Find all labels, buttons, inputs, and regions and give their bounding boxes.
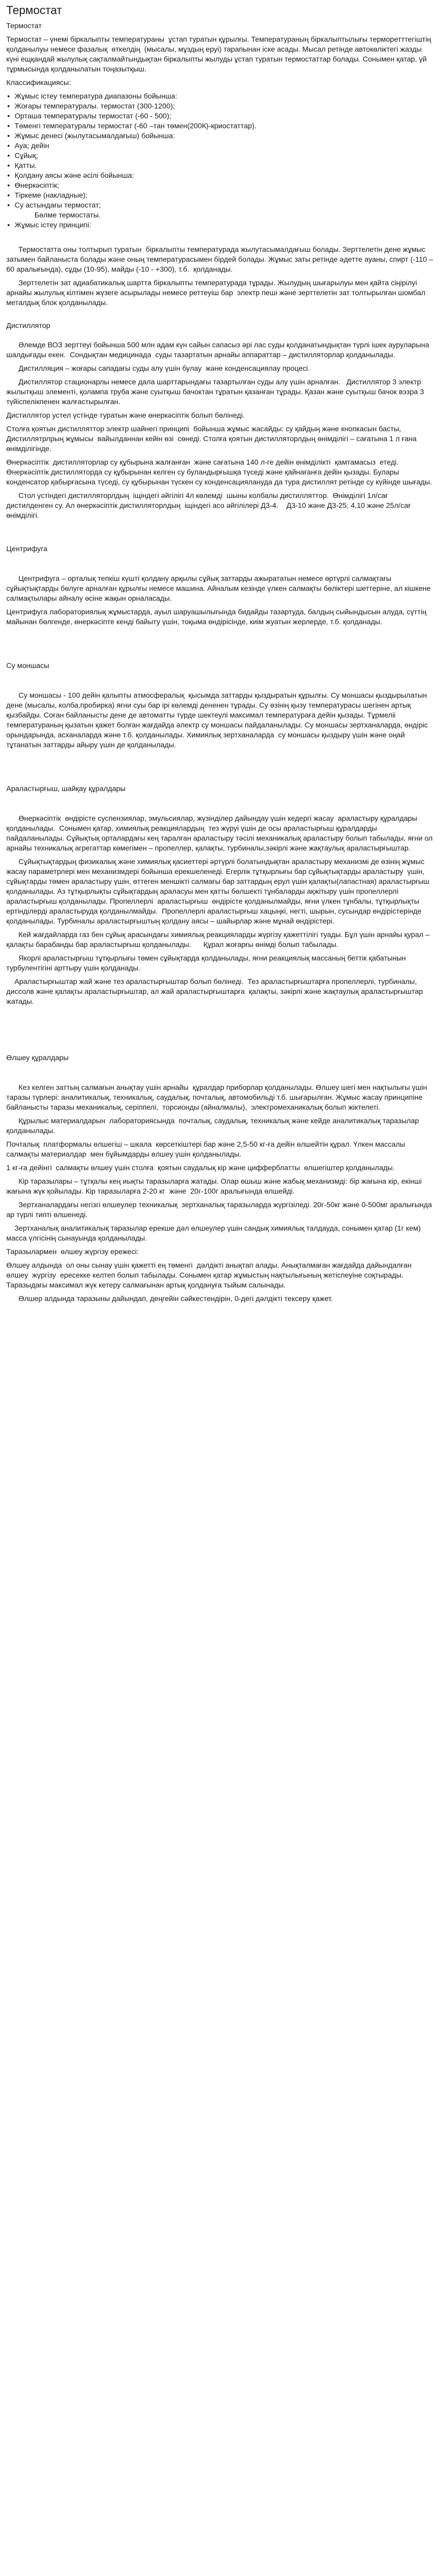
measuring-paragraph-7: Зертханалық аналитикалық таразылар ерекше дәл өлшеулер үшін сандық химиялық талдауда, сонымен қатар (1г кем) масса үлгісінің сынауында қолданылады. (6, 1224, 423, 1242)
mixer-heading: Араластырғыш, шайқау құралдары (6, 784, 126, 793)
mixer-paragraph-5: Араластырғыштар жай және тез араластырғыштар болып бөлінеді. Тез араластырғыштарға пропеллерлі, турбиналы, диссолв және қалақты араластырғыштар, ал жай араластырғыштарға қалақты, зәкірлі және жақтаулық араластырғыштар жатады. (6, 977, 425, 1005)
distillator-paragraph-7: Стол үстіндегі дистилляторлдың іщіндегі әйгілігі 4л көлемді шыны колбалы дистилляттор. Өнімділігі 1л/сағ дистилденген су. Ал өнеркәсіптік дистилляторлдың іщіндегі асо әйгілілері Д3-4. Д3-10 және Д3-25; 4,10 және 25л/сағ өнімділігі. (6, 491, 413, 519)
list-item: • Қатты. (6, 161, 435, 171)
centrifuge-paragraph-2: Центрифуга лабораториялық жұмыстарда, ауыл шаруашылығында бидайды тазартуда, балдың сыйындысын алуда, сүттің майынан бөлгенде, өнеркәсіпте кенді байыту үшін, тоқыма өндірісінде, киім жуатын жерлерде, т.б. қолданады. (6, 607, 428, 626)
mixer-paragraph-4: Якорлі араластырғыш тұтқырлығы төмен сұйықтарда қолданылады, яғни реакциялық массаның беттік қабатынын турбулентігіні арттыру үшін қолданады. (6, 954, 408, 972)
list-item: • Тіркеме (накладные); (6, 190, 435, 200)
list-item: Бөлме термостаты. (34, 211, 101, 219)
list-item: • Сұйық; (6, 151, 435, 161)
measuring-paragraph-10: Өлшер алдында таразыны дайындап, деңгейін сәйкестендірін, 0-дегі дәлдікті тексеру қажет. (6, 1294, 333, 1303)
intro-paragraph: Термостат – үнемі біркалыпты температураны ұстап туратын құрылғы. Температураның біркалыптылығы терморетттегіштің қолданылуы немесе фазалық өткелдің (мысалы, мұздың еруі) тарапынан іске асады. Мысал ретінде автокөліктегі жазды күні ещқандай жылулық сақталмайтындықтан біркалыпты жылуды ұстап туратын термостаттар болады. Сонымен қатар, үй тұрмысында қолданылатын тоңазытқыш. (6, 35, 433, 73)
list-item: • Төменгі температуралы термостат (-60 –тан төмен(200К)-криостаттар). (6, 121, 435, 131)
distillator-paragraph-4: Дистиллятор устел үстінде туратын және өнеркәсіптік болып бөлінеді. (6, 411, 245, 419)
list-item: • Ауа; дейін (6, 141, 435, 151)
classification-heading: Классификациясы: (6, 78, 71, 87)
measuring-paragraph-1: Кез келген заттың салмағын анықтау үшін арнайы құралдар приборлар қолданылады. Өлшеу шегі мен нақтылығы үшін таразы түрлері: аналитикалық, техникалық, саудалық, почталық, автомобильді т.б. шығарылған. Жұмыс жасау принципіне байланысты таразы механикалық, серіппелі, торсионды (айналмалы), электромеханикалық болып жіктелеті. (6, 1083, 429, 1111)
mixer-paragraph-3: Кей жағдайларда газ бен сұйық арасындағы химиялық реакцияларды жүргізу қажеттілігі туады. Бұл үшін арнайы қурал – қалақты барабанды бар араластырғыш қолданылады. Құрал жоғарғы өнімді болып табылады. (6, 930, 432, 949)
water-bath-heading: Су моншасы (6, 661, 50, 670)
list-item: • Қолдану аясы және әсілі бойынша: (6, 171, 435, 180)
page-subtitle: Термостат (6, 21, 42, 30)
distillator-paragraph-5: Столға қоятын дистилляттор электр шайнегі принципі бойынша жұмыс жасайды: су қайдың және кнопкасын басты, Дистиллятрлрың жұмысы вайылданнан кейін өзі сөнеді. Столға қоятын дистилляторлдың өнімділігі – сағатына 1 л ғана өнімділігінде. (6, 424, 419, 453)
distillator-paragraph-3: Дистиллятор стационарлы немесе дала шарттарындағы тазартылған суды алу үшін арналған. Дистиллятор 3 электр жылытқыш элементі, қолампа труба және суытқыш бачоктан тұратын қазанған тұрады. Қазан және суытқыш бачок вэзра 3 түйіспелікпенен жалғастырылған. (6, 378, 426, 406)
thermostat-paragraph-2: Зерттелетін зат адиабатикалық шартта біркалыпты температурада тұрады. Жылудың шығарылуы мен қайта сіңірілуі арнайы жылулық кілтімен жүзеге асырылады немесе реттеуіш бар электр пеші және зерттелетін зат толтырылған шомбал металдық блок қолданылады. (6, 278, 427, 307)
distillator-paragraph-2: Дистилляция – жоғары сападағы суды алу үшін булау және конденсациялау процесі. (6, 364, 310, 372)
mixer-paragraph-2: Сұйықтықтардың физикалық және химиялық қасиеттері әртүрлі болатындықтан араластыру механизмі де өзінің жұмыс жасау параметрлері мен механизмдері бойынша ерекшеленеді. Егерлік тұтқырлығы бар сұйықтықтарды араластыру үшін, сұйықтарды төмен араластыру үшін, өттеген меншікті салмағы бар заттардың ерул үшін қалақты(лапастная) араластырғыш қолданылады. Аз тұтқырлықты сұйықтардың араласуы мен қатты бөлшекті тұнбаларды ақжітыру үшін пропеллерлі араластырғыш қолданылады. Пропеллерлі араластырғыш өндірісте қолданылмайды, яғни үлкен тұнбалы, тұтқырлықты ертінділерді араластыруда қолданылмайды. Пропеллерлі араластырғыш хацыңкі, негті, шырын, сусындар өндірістерінде қолданылады. Турбиналы араластырғыштың қолдану аясы – шайырлар және мұнай өндірістері. (6, 857, 432, 925)
list-item: • Өнеркәсіптік; (6, 180, 435, 190)
mixer-paragraph-1: Өнеркәсіптік өндірісте суспензиялар, эмульсиялар, жүзінділер дайындау үшін кедергі жасау араластыру құралдары қолданылады. Сонымен қатар, химиялық реакциялардың тез жүруі үшін де осы араластырғыш құралдарды пайдаланылады. Сұйықтық орталардағы кең таралған араластыру тәсілі механикалық араластыру болып табылады, яғни ол арнайы техникалық агрегаттар көмегімен – пропеллер, қалақты, турбиналы,зәкірлі және жақтаулық араластырғыштар. (6, 814, 435, 852)
measuring-paragraph-6: Зертханалардағы негізгі өлшеулер техникалық зертханалық таразыларда жүргізіледі. 20г-50кг және 0-500мг аралығында ар түрлі типті өлшенеді. (6, 1200, 434, 1219)
water-bath-paragraph-1: Су моншасы - 100 дейін қалыпты атмосфералық қысымда заттарды қыздыратын құрылғы. Су моншасы қыздырылатын дене (мысалы, колба,пробирка) яғни суы бар ірі көлемді дененен тұрады. Су өзінің қызу температурасы шегінен артық қызбайды. Соған байланысты дене де автоматты түрде шектеулі максимал температураға дейін қызады. Тұрмеліі температураның қызатын қажет болған жағдайда әлектр су моншасы пайдаланылады. Су моншасы зертханаларда, өндіріс орындарында, асханаларда және т.б. қолданылады. Химиялық зертханаларда су моншасы қыздыру үшін және оңай тұтанатын заттарды айыру үшін де қолданылады. (6, 691, 430, 749)
list-item: • Жұмыс істеу принципі: (6, 220, 435, 230)
list-item: • Жоғары температуралы. термостат (300-1200); (6, 101, 435, 111)
distillator-paragraph-1: Әлемде ВОЗ зерттеуі бойынша 500 млн адам күн сайын сапасыз әрі лас суды қолданатындықтан түрлі ішек ауруларына шалдығады екен. Сондықтан медицинада суды тазартатын арнайы аппараттар – дистилляторлар қолданылады. (6, 341, 432, 359)
centrifuge-heading: Центрифуга (6, 544, 47, 553)
centrifuge-paragraph-1: Центрифуга – орталық тепкіш күшті қолдану арқылы сұйық заттарды ажырататын немесе өртүрлі салмақтағы сұйықтықтарды бөлуге арналған құрылғы немесе машина. Айналым кезінде үлкен салмақты бөліктері шеттеріне, ал кішкене салмақтылары айналу өсіне жақын орналасады. (6, 574, 433, 602)
list-item: • Орташа температуралы термостат (-60 - 500); (6, 111, 435, 121)
measuring-paragraph-3: Почталық платформалы өлшегіш – шкала көрсеткіштері бар және 2,5-50 кг-ға дейін өлшейтін құрал. Үлкен массалы салмақты материалдар мен бұйымдарды өлшеу үшін қолданылады. (6, 1140, 410, 1158)
distillator-heading: Дистиллятор (6, 321, 51, 330)
thermostat-paragraph-1: Термостатта оны толтырып туратын біркалыпты температурада жылутасымалдағыш болады. Зерттелетін дене жұмыс затымен байланыста болады және оның температурасымен бірдей болады. Жұмыс заты ретінде әдетте ауаны, спирт (-110 – 60 аралығында), сұды (10-95), майды (-10 - +300), т.б. қолданады. (6, 245, 435, 273)
measuring-paragraph-2: Құрылыс материалдарын лабораториясында почталық, саудалық, техникалық және кейде аналитикалық таразылар қолданылады. (6, 1116, 423, 1135)
measuring-paragraph-5: Кір таразылары – тұтқалы кең иықты таразыларға жатады. Олар өшыш және жабық механизмді: бір жағына кір, екінші жағына жүк қойылады. Кір таразыларға 2-20 кг және 20г-100г аралығында өлшейді. (6, 1177, 424, 1195)
list-item: • Су астындағы термостат; (6, 200, 435, 210)
measuring-paragraph-8: Таразылармен өлшеу жүргізу ережесі: (6, 1247, 139, 1256)
measuring-heading: Өлшеу құралдары (6, 1053, 69, 1062)
measuring-paragraph-4: 1 кг-ға дейінгі салмақты өлшеу үшін столға қоятын саудалық кір және цифферблатты өлшегіштер қолданылады. (6, 1163, 395, 1172)
classification-list (6, 91, 435, 230)
measuring-paragraph-9: Өлшеу алдында ол оны сынау үшін қажетті ең төменгі дәлдікті анықтап алады. Анықталмаған жағдайда дайындалған өлшеу жүргізу ересекке келтеп болып табылады. Сонымен қатар жұмыстың нақтылығының жетіспеуіне соқтырады. Таразыдағы максимал жүк кетеру салмағынан артық қолдануға тыйым салынады. (6, 1261, 414, 1289)
list-item: • Жұмыс істеу температура диапазоны бойынша: (6, 91, 435, 101)
page-title: Термостат (6, 4, 62, 17)
list-item: • Жұмыс денесі (жылутасымалдағыш) бойынша: (6, 131, 435, 141)
distillator-paragraph-6: Өнеркәсіптік дистилляторлар су құбырына жалғанған және сағатына 140 л-ге дейін өнімділікті қамтамасыз етеді. Өнеркәсіптік дистилляторда су құбырынан келген су буландырғышқа түседі және қайнағанға дейін қызады. Булары конденсатор қабырғасына түседі, су құбырынан түскен су конденсациялануда да тура дистиллят ретінде су күйінде шығады. (6, 458, 432, 486)
